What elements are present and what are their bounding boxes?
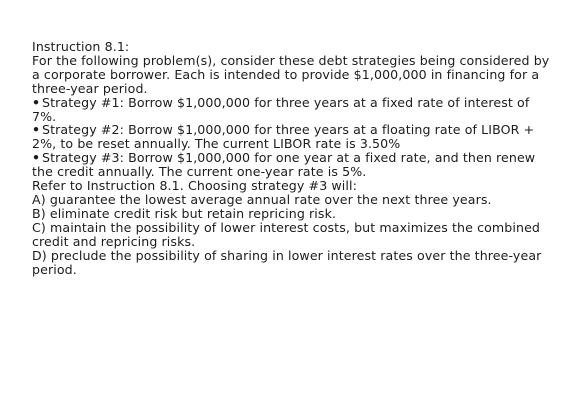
option-b: B) eliminate credit risk but retain repricing risk. xyxy=(32,205,337,221)
strategy-item-1 xyxy=(32,96,556,124)
bullet-icon: • xyxy=(32,122,41,138)
bullet-icon: • xyxy=(32,94,41,110)
option-a: A) guarantee the lowest average annual rate over the next three years. xyxy=(32,191,492,207)
answer-options xyxy=(32,193,556,276)
strategy-item-2 xyxy=(32,123,556,151)
option-c: C) maintain the possibility of lower interest costs, but maximizes the combined credit and repricing risks. xyxy=(32,219,541,249)
bullet-icon: • xyxy=(32,150,41,166)
question-text: Refer to Instruction 8.1. Choosing strategy #3 will: xyxy=(32,178,357,194)
option-d: D) preclude the possibility of sharing in lower interest rates over the three-year period. xyxy=(32,247,542,277)
strategy-item-3 xyxy=(32,151,556,179)
strategy-list xyxy=(32,96,556,179)
instruction-heading: Instruction 8.1: xyxy=(32,39,130,54)
strategy-text: Strategy #1: Borrow $1,000,000 for three years at a fixed rate of interest of 7%. xyxy=(32,94,530,124)
strategy-text: Strategy #2: Borrow $1,000,000 for three years at a floating rate of LIBOR + 2%, to be reset annually. The current LIBOR rate is 3.50% xyxy=(32,122,535,152)
problem-document xyxy=(32,40,556,276)
instruction-intro: For the following problem(s), consider these debt strategies being considered by a corporate borrower. Each is intended to provide $1,000,000 in financing for a three-year period. xyxy=(32,52,550,96)
strategy-text: Strategy #3: Borrow $1,000,000 for one year at a fixed rate, and then renew the credit annually. The current one-year rate is 5%. xyxy=(32,150,536,180)
